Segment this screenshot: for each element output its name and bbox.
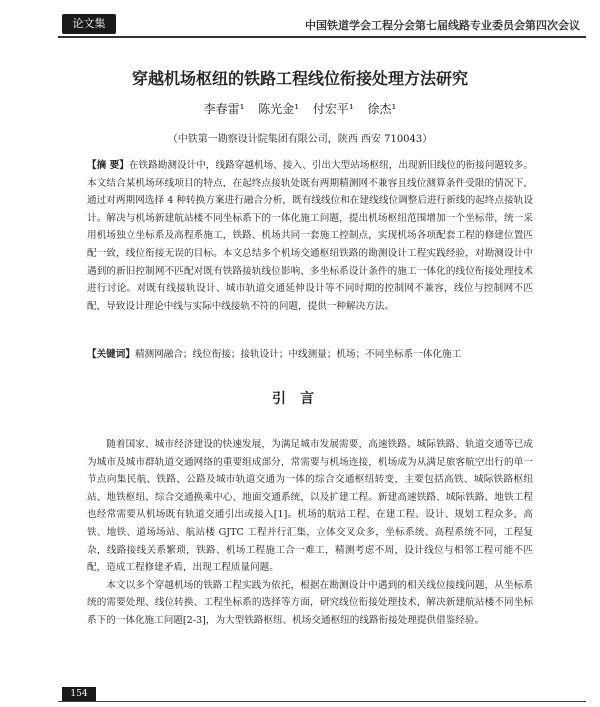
header-rule bbox=[58, 36, 586, 38]
author-name: 陈光金¹ bbox=[258, 102, 300, 116]
footer-rule bbox=[58, 701, 586, 702]
keywords-label: 【关键词】 bbox=[87, 349, 135, 360]
affiliation: （中铁第一勘察设计院集团有限公司，陕西 西安 710043） bbox=[167, 134, 433, 145]
body-paragraph: 本文以多个穿越机场的铁路工程实践为依托，根据在勘测设计中遇到的相关线位接线问题，从坐标系统的需要处理、线位转换、工程坐标系的选择等方面，研究线位衔接处理技术，解决新建航站楼不同坐标系下的一体化施工问题[2-3]，为大型铁路枢纽、机场交通枢纽的线路衔接处理提供借鉴经验。 bbox=[87, 579, 533, 626]
page-number: 154 bbox=[62, 687, 96, 701]
section-tag: 论文集 bbox=[62, 14, 116, 34]
conference-title: 中国铁道学会工程分会第七届线路专业委员会第四次会议 bbox=[305, 19, 580, 32]
abstract bbox=[87, 157, 533, 315]
section-heading: 引言 bbox=[272, 391, 328, 407]
page-footer bbox=[58, 687, 586, 707]
running-header bbox=[58, 14, 586, 38]
abstract-label: 【摘 要】 bbox=[87, 160, 129, 171]
author-name: 徐杰¹ bbox=[367, 102, 397, 116]
keywords bbox=[87, 346, 533, 363]
abstract-text: 在铁路勘测设计中，线路穿越机场、接入、引出大型站场枢纽，出现新旧线位的衔接问题较多。本文结合某机场环线项目的特点，在起终点接轨处既有两期精测网不兼容且线位测算条件受限的情况下，通过对两期网选择 4 种转换方案进行融合分析，既有线线位和在建线线位调整后进行新线的起终点接轨设计。解决与机场新建航站楼不同坐标系下的一体化施工问题，提出机场枢纽范围增加一个坐标带，统一采用机场独立坐标系及高程系施工，铁路、机场共同一套施工控制点，实现机场各项配套工程的修建位置匹配一致，线位衔接无误的目标。本文总结多个机场交通枢纽铁路的勘测设计工程实践经验，对勘测设计中遇到的新旧控制网不匹配对既有铁路接轨线位影响、多坐标系设计条件的施工一体化的线位衔接处理技术进行讨论。对既有线接轨设计、城市轨道交通延伸设计等不同时期的控制网不兼容，线位与控制网不匹配，导致设计理论中线与实际中线接轨不符的问题，提供一种解决方法。 bbox=[87, 160, 534, 312]
author-name: 付宏平¹ bbox=[312, 102, 354, 116]
body-text bbox=[87, 436, 533, 630]
author-list bbox=[0, 100, 600, 117]
author-name: 李春雷¹ bbox=[203, 102, 245, 116]
paper-title: 穿越机场枢纽的铁路工程线位衔接处理方法研究 bbox=[131, 69, 468, 88]
keywords-text: 精测网融合；线位衔接；接轨设计；中线测量；机场；不同坐标系一体化施工 bbox=[134, 349, 462, 360]
body-paragraph: 随着国家、城市经济建设的快速发展，为满足城市发展需要，高速铁路、城际铁路、轨道交通等已成为城市及城市群轨道交通网络的重要组成部分，常需要与机场连接，机场成为从满足旅客航空出行的单一节点向集民航、铁路、公路及城市轨道交通为一体的综合交通枢纽转变，主要包括高铁、城际铁路枢纽站、地铁枢纽、综合交通换乘中心、地面交通系统，以及扩建工程。新建高速铁路、城际铁路、地铁工程也经常需要从机场既有轨道交通引出或接入[1]。机场的航站工程、在建工程、设计、规划工程众多，高铁、地铁、道场场站、航站楼 GJTC 工程并行汇集，立体交叉众多，坐标系统、高程系统不同，工程复杂，线路接线关系繁琐，铁路、机场工程施工合一难工，精测考虑不周，设计线位与相邻工程可能不匹配，造成工程修建矛盾，出现工程质量问题。 bbox=[87, 439, 533, 574]
